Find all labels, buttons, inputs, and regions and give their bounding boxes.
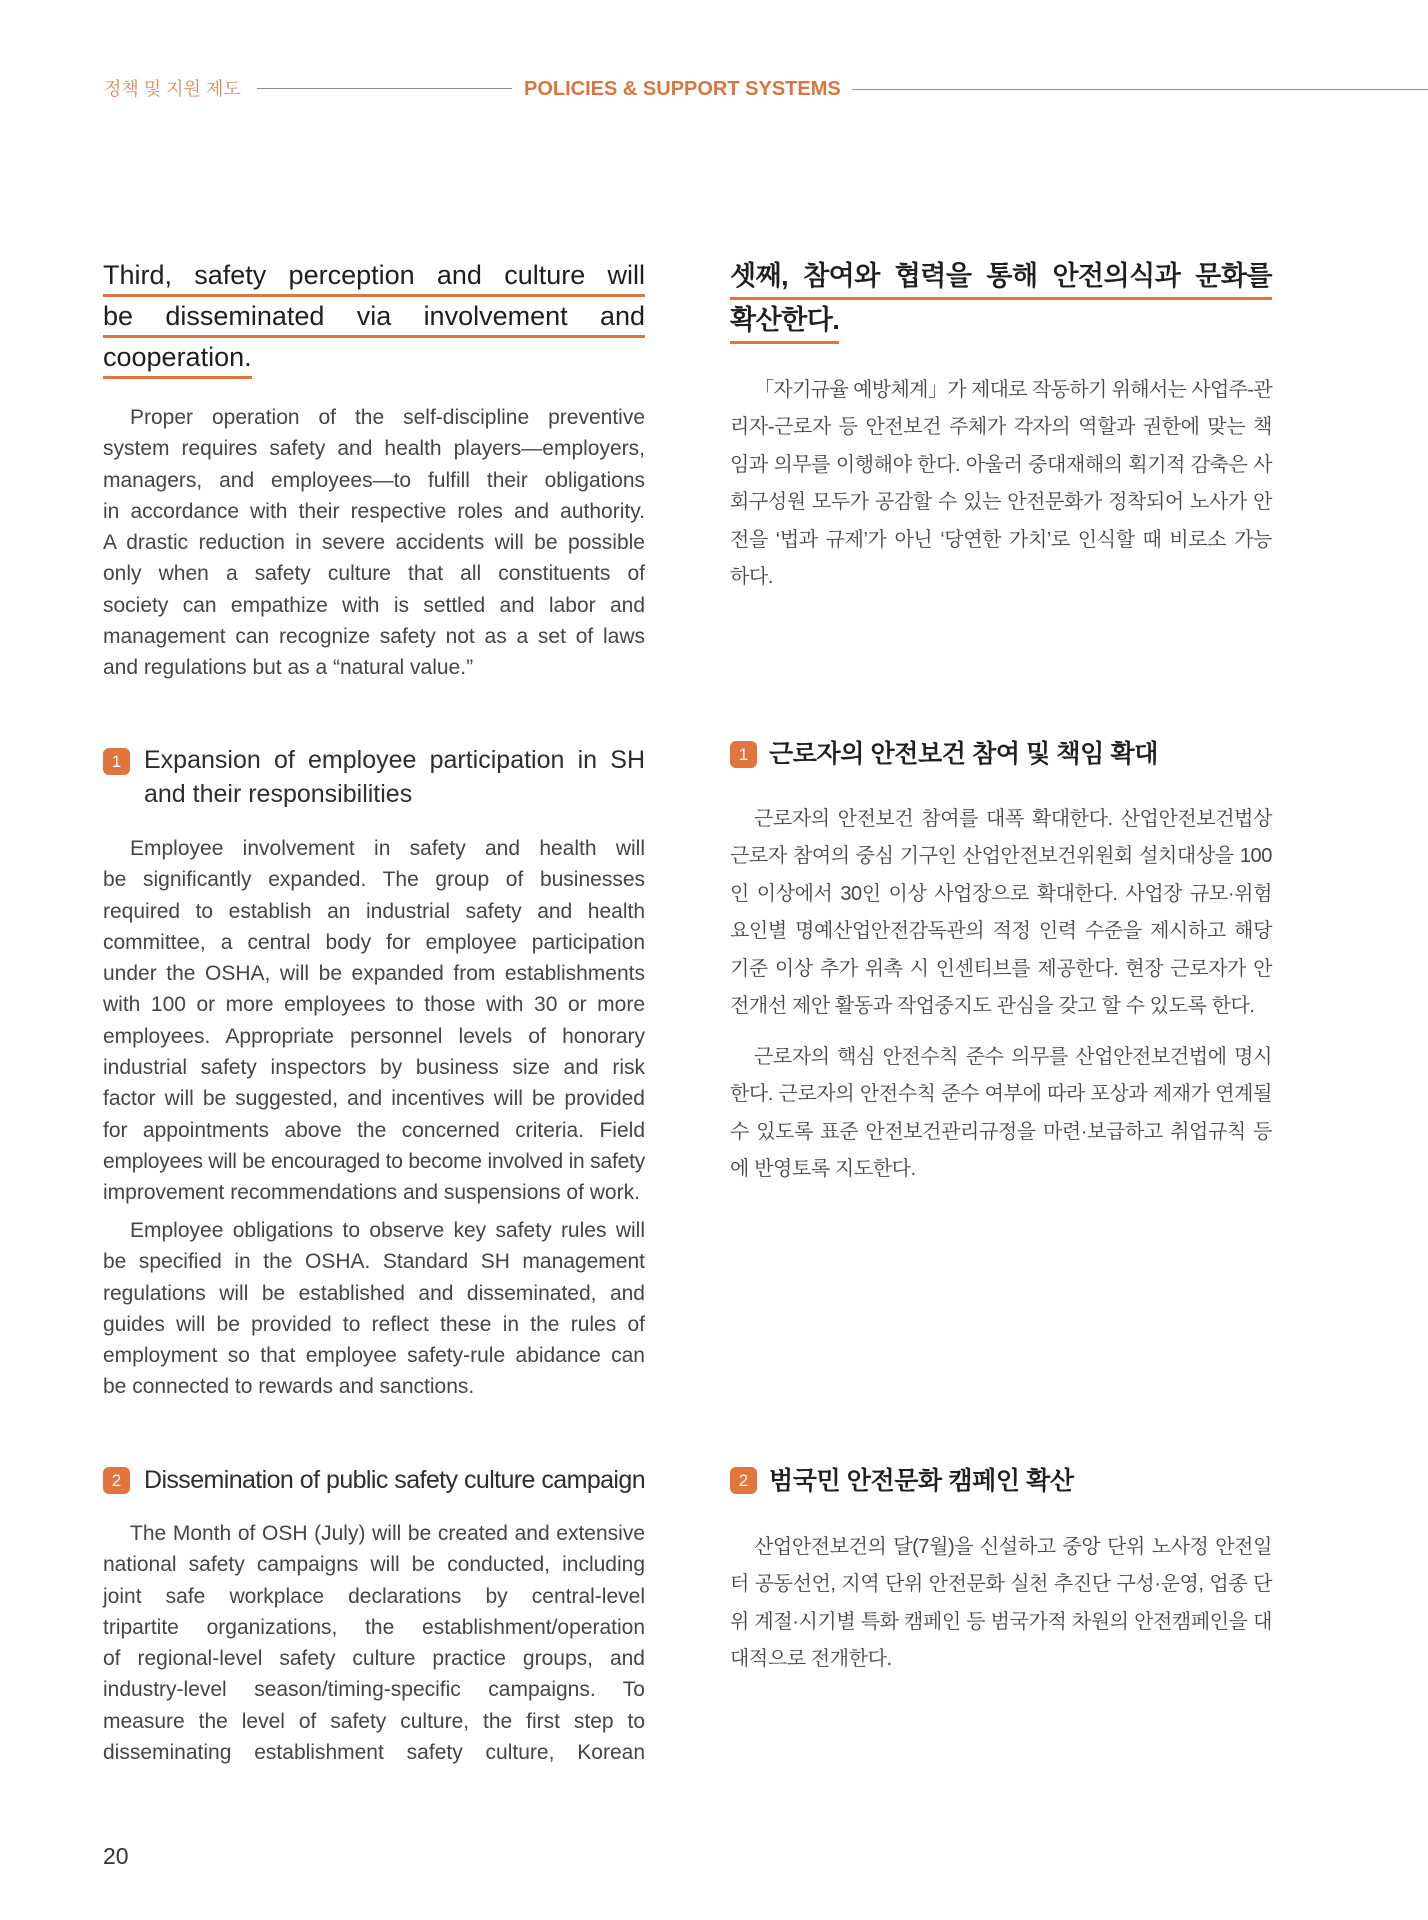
text-line: Employee involvement in safety and health will [130, 837, 645, 860]
heading-line [103, 297, 645, 338]
heading-line [103, 338, 645, 379]
text-line: 산업안전보건의 달(7월)을 신설하고 중앙 단위 노사정 안전일 [754, 1536, 1272, 1558]
text-line: A drastic reduction in severe accidents will be possible [103, 531, 645, 555]
text-line: factor will be suggested, and incentives will be provided [103, 1087, 645, 1111]
text-line: system requires safety and health players—employers, [103, 437, 645, 461]
text-line: in accordance with their respective roles and authority. [103, 499, 645, 523]
text-line: 근로자의 안전보건 참여 및 책임 확대 [769, 740, 1158, 768]
text-line: 요인별 명예산업안전감독관의 적정 인력 수준을 제시하고 해당 [730, 920, 1272, 943]
text-line: The Month of OSH (July) will be created and extensive [130, 1522, 645, 1545]
heading-line [730, 256, 1272, 300]
text-line: Employee obligations to observe key safety rules will [130, 1219, 645, 1242]
text-line: management can recognize safety not as a set of laws [103, 625, 645, 649]
text-line: guides will be provided to reflect these in the rules of [103, 1312, 645, 1336]
text-line: tripartite organizations, the establishment/operation [103, 1615, 645, 1639]
text-line: 하다. [730, 566, 773, 589]
header-rule [852, 89, 1428, 90]
text-line: 위 계절·시기별 특화 캠페인 등 범국가적 차원의 안전캠페인을 대 [730, 1610, 1272, 1633]
text-line: 수 있도록 표준 안전보건관리규정을 마련·보급하고 취업규칙 등 [730, 1120, 1272, 1143]
page-number: 20 [103, 1843, 129, 1869]
text-line: 근로자의 안전보건 참여를 대폭 확대한다. 산업안전보건법상 [754, 808, 1272, 830]
text-line: employment so that employee safety-rule abidance can [103, 1344, 645, 1368]
text-line: with 100 or more employees to those with 30 or more [103, 993, 645, 1017]
section-1-paragraph-ko-2 [730, 1039, 1272, 1189]
heading-line-text: 확산한다. [730, 300, 839, 344]
text-line: only when a safety culture that all constituents of [103, 562, 645, 586]
text-line: be connected to rewards and sanctions. [103, 1375, 475, 1399]
intro-heading-en [103, 256, 645, 379]
header-rule [257, 88, 512, 89]
text-line: employees will be encouraged to become involved in safety [103, 1149, 645, 1173]
text-line: 리자-근로자 등 안전보건 주체가 각자의 역할과 권한에 맞는 책 [730, 416, 1272, 439]
text-line: society can empathize with is settled and labor and [103, 593, 645, 617]
text-line: 「자기규율 예방체계」가 제대로 작동하기 위해서는 사업주-관 [754, 379, 1272, 401]
heading-line [103, 256, 645, 297]
intro-heading-ko [730, 256, 1272, 344]
text-line: and their responsibilities [144, 779, 413, 808]
section-label-en-row [524, 77, 1428, 101]
section-2-paragraph-ko [730, 1529, 1272, 1679]
text-line: regulations will be established and disseminated, and [103, 1281, 645, 1305]
section-2-paragraph-en [103, 1518, 645, 1768]
text-line: committee, a central body for employee participation [103, 930, 645, 954]
text-line: 근로자의 핵심 안전수칙 준수 의무를 산업안전보건법에 명시 [754, 1046, 1272, 1068]
text-line: 에 반영토록 지도한다. [730, 1158, 916, 1181]
intro-paragraph-ko [730, 372, 1272, 596]
text-line: 전개선 제안 활동과 작업중지도 관심을 갖고 할 수 있도록 한다. [730, 995, 1255, 1018]
text-line: Proper operation of the self-discipline preventive [130, 406, 645, 429]
text-line: 범국민 안전문화 캠페인 확산 [769, 1467, 1074, 1495]
section-1-paragraph-ko-1 [730, 801, 1272, 1025]
text-line: disseminating establishment safety culture, Korean [103, 1741, 645, 1765]
text-line: required to establish an industrial safety and health [103, 899, 645, 923]
section-number-badge: 1 [730, 741, 757, 768]
section-1-heading-en [144, 744, 645, 811]
text-line: employees. Appropriate personnel levels of honorary [103, 1024, 645, 1048]
text-line: joint safe workplace declarations by central-level [103, 1584, 645, 1608]
text-line: 기준 이상 추가 위촉 시 인센티브를 제공한다. 현장 근로자가 안 [730, 957, 1272, 980]
text-line: 근로자 참여의 중심 기구인 산업안전보건위원회 설치대상을 100 [730, 845, 1272, 868]
section-1-paragraph-en-1 [103, 833, 645, 1209]
text-line: of regional-level safety culture practice groups, and [103, 1647, 645, 1671]
heading-line-text: Third, safety perception and culture will [103, 256, 645, 297]
text-line: Expansion of employee participation in SH [144, 746, 645, 774]
text-line: 한다. 근로자의 안전수칙 준수 여부에 따라 포상과 제재가 연계될 [730, 1083, 1272, 1106]
heading-line [730, 300, 1272, 344]
heading-line-text: cooperation. [103, 338, 252, 379]
text-line: Dissemination of public safety culture campaign [144, 1466, 645, 1494]
text-line: improvement recommendations and suspensions of work. [103, 1181, 640, 1205]
section-number-badge: 1 [103, 748, 130, 775]
section-1-paragraph-en-2 [103, 1215, 645, 1403]
text-line: managers, and employees—to fulfill their obligations [103, 468, 645, 492]
section-2-heading-en [144, 1464, 645, 1498]
text-line: industry-level season/timing-specific campaigns. To [103, 1678, 645, 1702]
section-number-badge: 2 [103, 1467, 130, 1494]
text-line: be significantly expanded. The group of businesses [103, 868, 645, 892]
text-line: industrial safety inspectors by business size and risk [103, 1056, 645, 1080]
section-2-heading-ko [769, 1462, 1272, 1500]
text-line: 인 이상에서 30인 이상 사업장으로 확대한다. 사업장 규모·위험 [730, 882, 1272, 905]
section-label-en: POLICIES & SUPPORT SYSTEMS [524, 78, 841, 100]
heading-line-text: be disseminated via involvement and [103, 297, 645, 338]
text-line: be specified in the OSHA. Standard SH management [103, 1250, 645, 1274]
section-number-badge: 2 [730, 1467, 757, 1494]
intro-paragraph-en [103, 402, 645, 684]
text-line: and regulations but as a “natural value.” [103, 656, 474, 680]
text-line: 대적으로 전개한다. [730, 1648, 892, 1671]
text-line: under the OSHA, will be expanded from establishments [103, 962, 645, 986]
text-line: 회구성원 모두가 공감할 수 있는 안전문화가 정착되어 노사가 안 [730, 491, 1272, 514]
section-label-ko: 정책 및 지원 제도 [104, 79, 241, 99]
text-line: 터 공동선언, 지역 단위 안전문화 실천 추진단 구성·운영, 업종 단 [730, 1573, 1272, 1596]
text-line: measure the level of safety culture, the first step to [103, 1709, 645, 1733]
text-line: 전을 ‘법과 규제’가 아닌 ‘당연한 가치’로 인식할 때 비로소 가능 [730, 528, 1272, 551]
section-1-heading-ko [769, 735, 1272, 773]
text-line: 임과 의무를 이행해야 한다. 아울러 중대재해의 획기적 감축은 사 [730, 453, 1272, 476]
text-line: for appointments above the concerned criteria. Field [103, 1118, 645, 1142]
text-line: national safety campaigns will be conducted, including [103, 1553, 645, 1577]
heading-line-text: 셋째, 참여와 협력을 통해 안전의식과 문화를 [730, 256, 1272, 300]
